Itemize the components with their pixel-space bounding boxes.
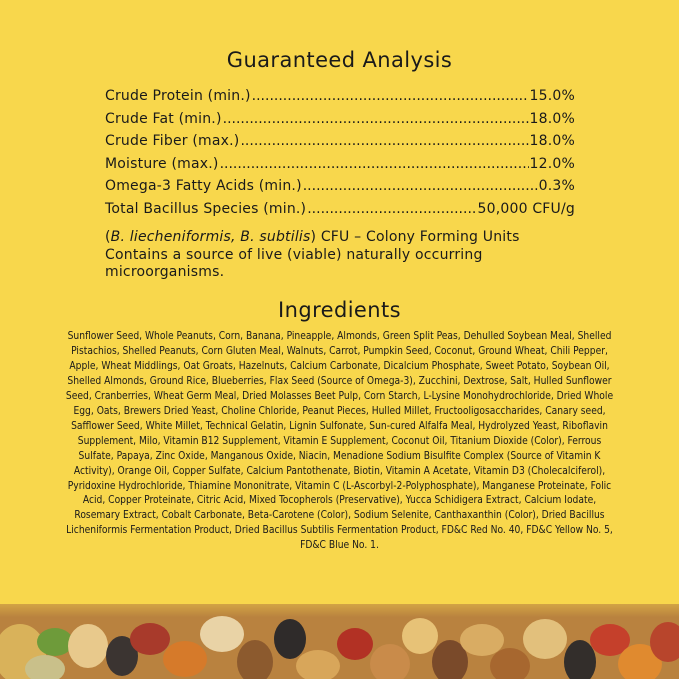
dot-leader <box>240 133 528 149</box>
analysis-table <box>105 88 575 224</box>
ingredients-title: Ingredients <box>278 298 401 322</box>
cfu-note: (B. liecheniformis, B. subtilis) CFU – Colony Forming Units Contains a source of live (viable) naturally occurring microorganisms. <box>105 229 520 280</box>
dot-leader <box>252 88 529 104</box>
dot-leader <box>220 156 529 172</box>
dot-leader <box>307 201 476 217</box>
analysis-row <box>105 201 575 224</box>
ingredients-list: Sunflower Seed, Whole Peanuts, Corn, Banana, Pineapple, Almonds, Green Split Peas, Dehulled Soybean Meal, Shelled Pistachios, Shelled Peanuts, Corn Gluten Meal, Walnuts, Carrot, Pumpkin Seed, Coconut, Ground Wheat, Chili Pepper, Apple, Wheat Middlings, Oat Groats, Hazelnuts, Calcium Carbonate, Dicalcium Phosphate, Sweet Potato, Soybean Oil, Shelled Almonds, Ground Rice, Blueberries, Flax Seed (Source of Omega-3), Zucchini, Dextrose, Salt, Hulled Sunflower Seed, Cranberries, Wheat Germ Meal, Dried Molasses Beet Pulp, Corn Starch, L-Lysine Monohydrochloride, Dried Whole Egg, Oats, Brewers Dried Yeast, Choline Chloride, Peanut Pieces, Hulled Millet, Fructooligosaccharides, Canary seed, Safflower Seed, White Millet, Technical Gelatin, Lignin Sulfonate, Sun-cured Alfalfa Meal, Hydrolyzed Yeast, Riboflavin Supplement, Milo, Vitamin B12 Supplement, Vitamin E Supplement, Coconut Oil, Titanium Dioxide (Color), Ferrous Sulfate, Papaya, Zinc Oxide, Manganous Oxide, Niacin, Menadione Sodium Bisulfite Complex (Source of Vitamin K Activity), Orange Oil, Copper Sulfate, Calcium Pantothenate, Biotin, Vitamin A Acetate, Vitamin D3 (Cholecalciferol), Pyridoxine Hydrochloride, Thiamine Mononitrate, Vitamin C (L-Ascorbyl-2-Polyphosphate), Manganese Proteinate, Folic Acid, Copper Proteinate, Citric Acid, Mixed Tocopherols (Preservative), Yucca Schidigera Extract, Calcium Iodate, Rosemary Extract, Cobalt Carbonate, Beta-Carotene (Color), Sodium Selenite, Canthaxanthin (Color), Dried Bacillus Licheniformis Fermentation Product, Dried Bacillus Subtilis Fermentation Product, FD&C Red No. 40, FD&C Yellow No. 5, FD&C Blue No. 1. <box>65 331 614 552</box>
dot-leader <box>223 111 529 127</box>
analysis-label: Crude Fiber (max.) <box>105 133 240 150</box>
analysis-label: Total Bacillus Species (min.) <box>105 200 307 217</box>
dot-leader <box>303 178 538 194</box>
guaranteed-analysis-title: Guaranteed Analysis <box>226 48 453 72</box>
analysis-label: Omega-3 Fatty Acids (min.) <box>105 178 302 195</box>
analysis-row <box>105 133 575 156</box>
analysis-label: Moisture (max.) <box>105 155 219 172</box>
cfu-note-text: CFU – Colony Forming Units Contains a source of live (viable) naturally occurring microorganisms. <box>105 229 520 280</box>
analysis-value: 50,000 CFU/g <box>477 200 575 217</box>
analysis-label: Crude Protein (min.) <box>105 88 251 104</box>
analysis-value: 15.0% <box>529 88 575 104</box>
analysis-value: 0.3% <box>538 178 575 195</box>
analysis-value: 18.0% <box>529 133 575 150</box>
analysis-label: Crude Fat (min.) <box>105 110 222 127</box>
analysis-row <box>105 111 575 134</box>
analysis-row <box>105 156 575 179</box>
bacillus-species: B. liecheniformis, B. subtilis <box>110 229 311 245</box>
analysis-row <box>105 88 575 111</box>
analysis-row <box>105 178 575 201</box>
analysis-value: 18.0% <box>529 110 575 127</box>
seed-mix-image <box>0 584 679 679</box>
analysis-value: 12.0% <box>529 155 575 172</box>
